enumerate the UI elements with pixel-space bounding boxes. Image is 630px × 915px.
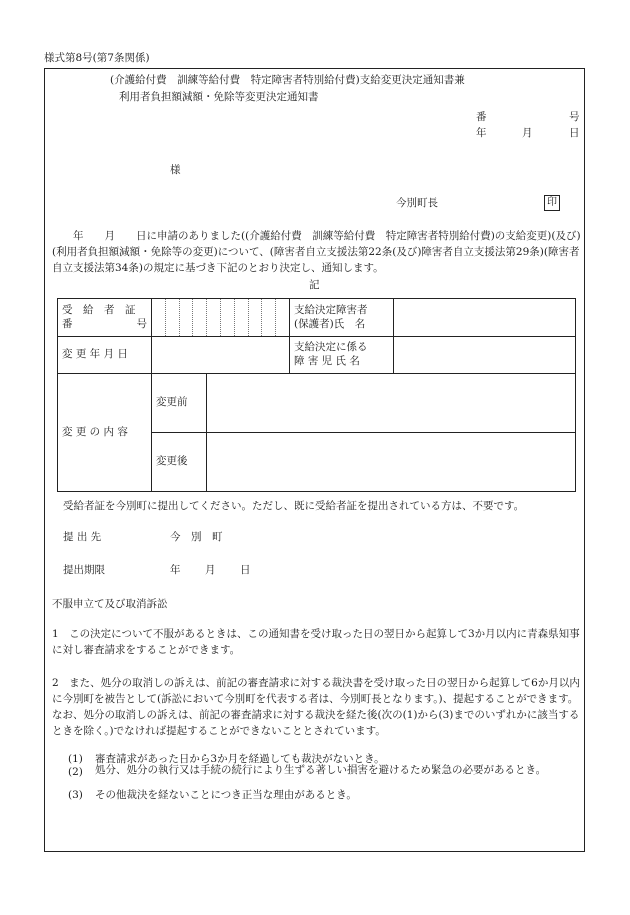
seal-mark: 印	[544, 195, 560, 211]
submit-note: 受給者証を今別町に提出してください。ただし、既に受給者証を提出されている方は、不要です。	[63, 500, 525, 512]
deadline-year: 年	[170, 564, 181, 576]
before-label: 変更前	[152, 374, 207, 433]
form-number: 様式第8号(第7条関係)	[44, 52, 150, 64]
recipient-cert-label: 受 給 者 証 番 号	[58, 299, 152, 337]
date-year: 年	[476, 127, 487, 139]
appeal-item-2: 2 また、処分の取消しの訴えは、前記の審査請求に対する裁決書を受け取った日の翌日から起算して6か月以内に今別町を被告として(訴訟において今別町を代表する者は、今別町長となります。)、提起することができます。なお、処分の取消しの訴えは、前記の審査請求に対する裁決を経た後(次の(1)から(3)までのいずれかに該当するときを除く。)でなければ提起することができないこととされています。	[52, 677, 580, 737]
person-name-field[interactable]	[394, 299, 576, 337]
issuer-name: 今別町長	[396, 197, 438, 209]
body-text: 年 月 日に申請のありました((介護給付費 訓練等給付費 特定障害者特別給付費)の支給変更)(及び)(利用者負担額減額・免除等の変更)について、(障害者自立支援法第22条(及び)障害者自立支援法第29条)(障害者自立支援法第34条)の規定に基づき下記のとおり決定し、通知します。	[52, 230, 581, 274]
change-content-label: 変 更 の 内 容	[58, 374, 152, 492]
deadline-label: 提出期限	[63, 564, 105, 576]
ki-mark: 記	[309, 279, 320, 291]
deadline-month: 月	[205, 564, 216, 576]
sub-item-2-text: 処分、処分の執行又は手続の続行により生ずる著しい損害を避けるため緊急の必要があるとき。	[95, 764, 547, 776]
addressee-suffix: 様	[170, 164, 181, 176]
change-date-field[interactable]	[152, 337, 290, 374]
number-label: 番	[476, 111, 487, 123]
title-line-1: (介護給付費 訓練等給付費 特定障害者特別給付費)支給変更決定通知書兼	[110, 74, 465, 86]
person-name-label: 支給決定障害者 (保護者)氏 名	[290, 299, 394, 337]
child-name-field[interactable]	[394, 337, 576, 374]
date-month: 月	[522, 127, 533, 139]
sub-item-3-text: その他裁決を経ないことにつき正当な理由があるとき。	[95, 789, 357, 801]
submit-to-label: 提 出 先	[63, 531, 102, 543]
title-line-2: 利用者負担額減額・免除等変更決定通知書	[119, 91, 319, 103]
sub-item-3-number: (3)	[68, 789, 83, 801]
sub-item-1-number: (1)	[68, 753, 83, 765]
sub-item-2-number: (2)	[68, 766, 83, 778]
before-field[interactable]	[207, 374, 576, 433]
recipient-cert-number-field[interactable]	[152, 299, 290, 337]
submit-to-value: 今 別 町	[170, 531, 223, 543]
after-label: 変更後	[152, 433, 207, 492]
appeal-heading: 不服申立て及び取消訴訟	[52, 598, 168, 610]
after-field[interactable]	[207, 433, 576, 492]
change-table	[57, 298, 576, 492]
deadline-day: 日	[240, 564, 251, 576]
date-day: 日	[569, 127, 580, 139]
appeal-item-1: 1 この決定について不服があるときは、この通知書を受け取った日の翌日から起算して3か月以内に青森県知事に対し審査請求をすることができます。	[52, 628, 580, 656]
number-suffix: 号	[569, 111, 580, 123]
child-name-label: 支給決定に係る 障 害 児 氏 名	[290, 337, 394, 374]
change-date-label: 変 更 年 月 日	[58, 337, 152, 374]
sub-item-1-text: 審査請求があった日から3か月を経過しても裁決がないとき。	[95, 753, 385, 765]
